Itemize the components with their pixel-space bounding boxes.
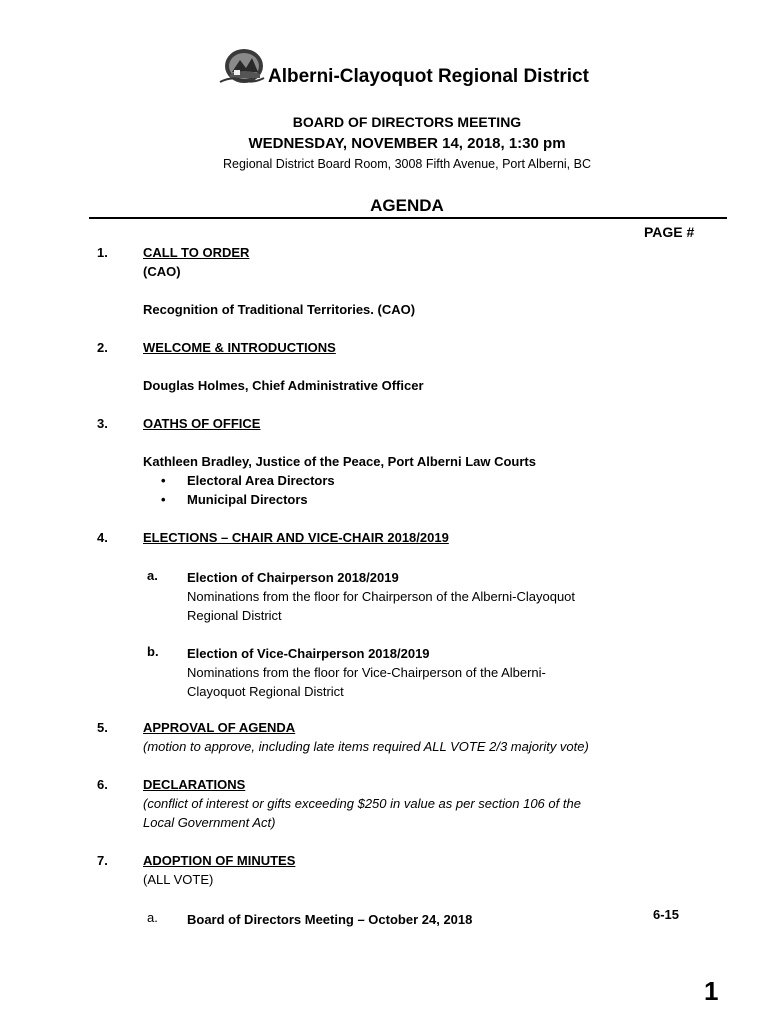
sub-item-desc: Regional District — [187, 608, 282, 623]
item-heading: APPROVAL OF AGENDA — [143, 720, 296, 735]
item-note: (conflict of interest or gifts exceeding $250 in value as per section 106 of the — [143, 796, 581, 811]
list-item: Municipal Directors — [187, 492, 308, 507]
sub-item-title: Election of Vice-Chairperson 2018/2019 — [187, 646, 430, 661]
item-number: 3. — [97, 416, 108, 431]
page-number: 1 — [704, 976, 719, 1006]
item-note: (CAO) — [143, 264, 181, 279]
item-note: Local Government Act) — [143, 815, 276, 830]
item-heading: WELCOME & INTRODUCTIONS — [143, 340, 336, 355]
item-heading: OATHS OF OFFICE — [143, 416, 261, 431]
item-number: 1. — [97, 245, 108, 260]
org-name: Alberni-Clayoquot Regional District — [268, 66, 589, 87]
meeting-date: WEDNESDAY, NOVEMBER 14, 2018, 1:30 pm — [248, 135, 566, 152]
bullet-icon: • — [161, 492, 166, 507]
page-reference: 6-15 — [653, 907, 680, 922]
item-number: 2. — [97, 340, 108, 355]
item-detail: Douglas Holmes, Chief Administrative Officer — [143, 378, 424, 393]
sub-item-desc: Clayoquot Regional District — [187, 684, 344, 699]
meeting-location: Regional District Board Room, 3008 Fifth Avenue, Port Alberni, BC — [222, 157, 591, 171]
sub-item-letter: a. — [147, 910, 158, 925]
item-number: 5. — [97, 720, 108, 735]
meeting-title: BOARD OF DIRECTORS MEETING — [292, 114, 522, 130]
sub-item-desc: Nominations from the floor for Vice-Chairperson of the Alberni- — [187, 665, 546, 680]
page-column-label: PAGE # — [644, 224, 695, 240]
item-detail: Recognition of Traditional Territories. (CAO) — [143, 302, 416, 317]
item-number: 7. — [97, 853, 108, 868]
sub-item-letter: b. — [147, 644, 159, 659]
sub-item-letter: a. — [147, 568, 158, 583]
item-heading: ADOPTION OF MINUTES — [143, 853, 296, 868]
item-heading: CALL TO ORDER — [143, 245, 250, 260]
item-note: (ALL VOTE) — [143, 872, 214, 887]
sub-item-title: Board of Directors Meeting – October 24, 2018 — [187, 912, 473, 927]
item-number: 4. — [97, 530, 108, 545]
list-item: Electoral Area Directors — [187, 473, 335, 488]
sub-item-desc: Nominations from the floor for Chairperson of the Alberni-Clayoquot — [187, 589, 576, 604]
regional-district-logo — [218, 46, 266, 90]
item-detail: Kathleen Bradley, Justice of the Peace, Port Alberni Law Courts — [143, 454, 536, 469]
bullet-icon: • — [161, 473, 166, 488]
item-heading: DECLARATIONS — [143, 777, 246, 792]
item-heading: ELECTIONS – CHAIR AND VICE-CHAIR 2018/2019 — [143, 530, 449, 545]
item-note: (motion to approve, including late items required ALL VOTE 2/3 majority vote) — [143, 739, 589, 754]
header-divider — [89, 217, 727, 219]
agenda-heading: AGENDA — [370, 196, 444, 215]
item-number: 6. — [97, 777, 108, 792]
sub-item-title: Election of Chairperson 2018/2019 — [187, 570, 399, 585]
